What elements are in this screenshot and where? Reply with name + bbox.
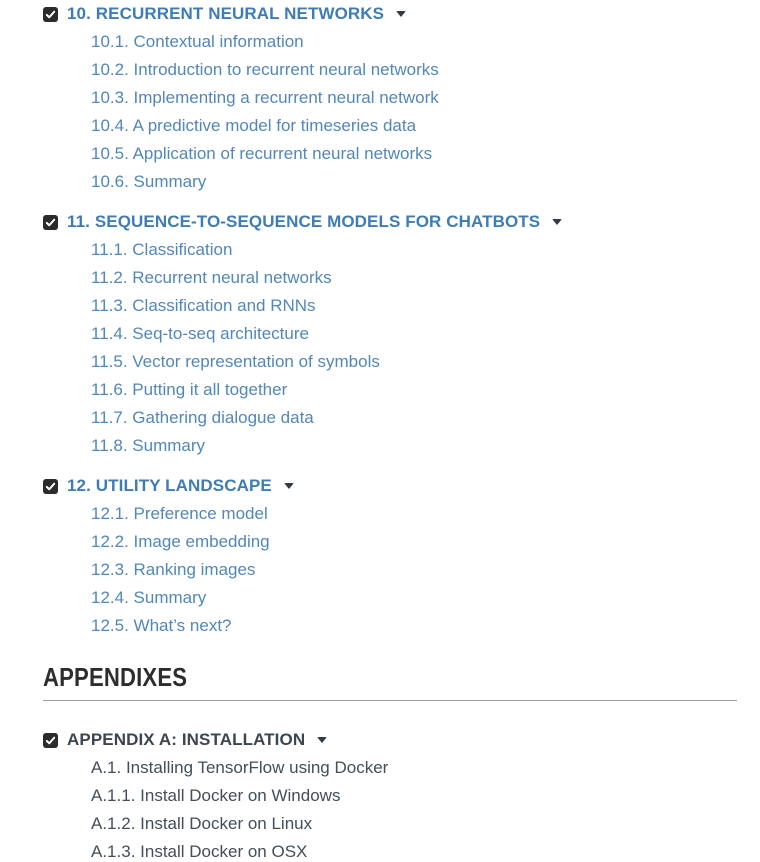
section-link[interactable]: 10.2. Introduction to recurrent neural networks	[91, 60, 439, 79]
toc-list-item	[91, 528, 737, 556]
chapter-12-header	[43, 472, 737, 500]
appendixes-heading-row	[43, 662, 737, 692]
section-link[interactable]: 11.7. Gathering dialogue data	[91, 408, 314, 427]
section-link[interactable]: 10.1. Contextual information	[91, 32, 304, 51]
checkmark-icon	[45, 217, 56, 228]
toc-list-item	[91, 84, 737, 112]
chapter-12-block	[43, 472, 737, 640]
section-link[interactable]: 10.4. A predictive model for timeseries data	[91, 116, 417, 135]
section-link[interactable]: 12.1. Preference model	[91, 504, 268, 523]
checkmark-icon	[45, 9, 56, 20]
section-link[interactable]: 12.4. Summary	[91, 588, 207, 607]
toc-list-item	[91, 264, 737, 292]
chapter-11-header	[43, 208, 737, 236]
toc-list-item	[91, 556, 737, 584]
appendix-a-sections	[43, 754, 737, 862]
toc-list-item	[91, 404, 737, 432]
section-link[interactable]: 11.3. Classification and RNNs	[91, 296, 316, 315]
chapter-10-header	[43, 0, 737, 28]
toc-list-item	[91, 584, 737, 612]
toc-list-item	[91, 376, 737, 404]
section-text: A.1. Installing TensorFlow using Docker	[91, 758, 389, 777]
toc-list-item	[91, 754, 737, 782]
section-link[interactable]: 11.4. Seq-to-seq architecture	[91, 324, 309, 343]
section-link[interactable]: 11.2. Recurrent neural networks	[91, 268, 332, 287]
section-link[interactable]: 11.6. Putting it all together	[91, 380, 288, 399]
section-link[interactable]: 11.5. Vector representation of symbols	[91, 352, 380, 371]
checked-checkbox[interactable]	[43, 479, 58, 494]
chapter-title-link[interactable]: 10. RECURRENT NEURAL NETWORKS	[67, 4, 385, 23]
chapter-12-sections	[43, 500, 737, 640]
chevron-down-icon[interactable]	[552, 219, 562, 225]
toc-list-item	[91, 612, 737, 640]
toc-list-item	[91, 28, 737, 56]
appendix-title: APPENDIX A: INSTALLATION	[67, 730, 306, 749]
chapter-11-sections	[43, 236, 737, 460]
chevron-down-icon[interactable]	[396, 11, 406, 17]
appendix-a-block	[43, 726, 737, 862]
section-text: A.1.2. Install Docker on Linux	[91, 814, 313, 833]
checked-checkbox[interactable]	[43, 215, 58, 230]
section-text: A.1.3. Install Docker on OSX	[91, 842, 308, 861]
checkmark-icon	[45, 735, 56, 746]
chapter-10-block	[43, 0, 737, 196]
checked-checkbox[interactable]	[43, 7, 58, 22]
toc-list-item	[91, 112, 737, 140]
appendixes-heading: APPENDIXES	[43, 662, 188, 692]
toc-list-item	[91, 320, 737, 348]
appendix-a-header	[43, 726, 737, 754]
checkmark-icon	[45, 481, 56, 492]
toc-list-item	[91, 292, 737, 320]
toc-list-item	[91, 348, 737, 376]
toc-list-item	[91, 838, 737, 862]
chapter-10-sections	[43, 28, 737, 196]
section-link[interactable]: 10.5. Application of recurrent neural networks	[91, 144, 433, 163]
chevron-down-icon[interactable]	[317, 737, 327, 743]
chapter-title-link[interactable]: 11. SEQUENCE-TO-SEQUENCE MODELS FOR CHATBOTS	[67, 212, 541, 231]
toc-list-item	[91, 140, 737, 168]
section-link[interactable]: 12.5. What’s next?	[91, 616, 232, 635]
section-link[interactable]: 11.8. Summary	[91, 436, 206, 455]
toc-list-item	[91, 810, 737, 838]
checked-checkbox[interactable]	[43, 733, 58, 748]
toc-list-item	[91, 56, 737, 84]
section-link[interactable]: 10.3. Implementing a recurrent neural network	[91, 88, 439, 107]
section-link[interactable]: 12.3. Ranking images	[91, 560, 256, 579]
toc-list-item	[91, 432, 737, 460]
section-link[interactable]: 10.6. Summary	[91, 172, 207, 191]
section-link[interactable]: 11.1. Classification	[91, 240, 233, 259]
toc-list-item	[91, 500, 737, 528]
toc-list-item	[91, 236, 737, 264]
chapter-11-block	[43, 208, 737, 460]
section-text: A.1.1. Install Docker on Windows	[91, 786, 341, 805]
section-divider	[43, 700, 737, 701]
toc-list-item	[91, 168, 737, 196]
section-link[interactable]: 12.2. Image embedding	[91, 532, 270, 551]
chapter-title-link[interactable]: 12. UTILITY LANDSCAPE	[67, 476, 272, 495]
toc-list-item	[91, 782, 737, 810]
chevron-down-icon[interactable]	[284, 483, 294, 489]
